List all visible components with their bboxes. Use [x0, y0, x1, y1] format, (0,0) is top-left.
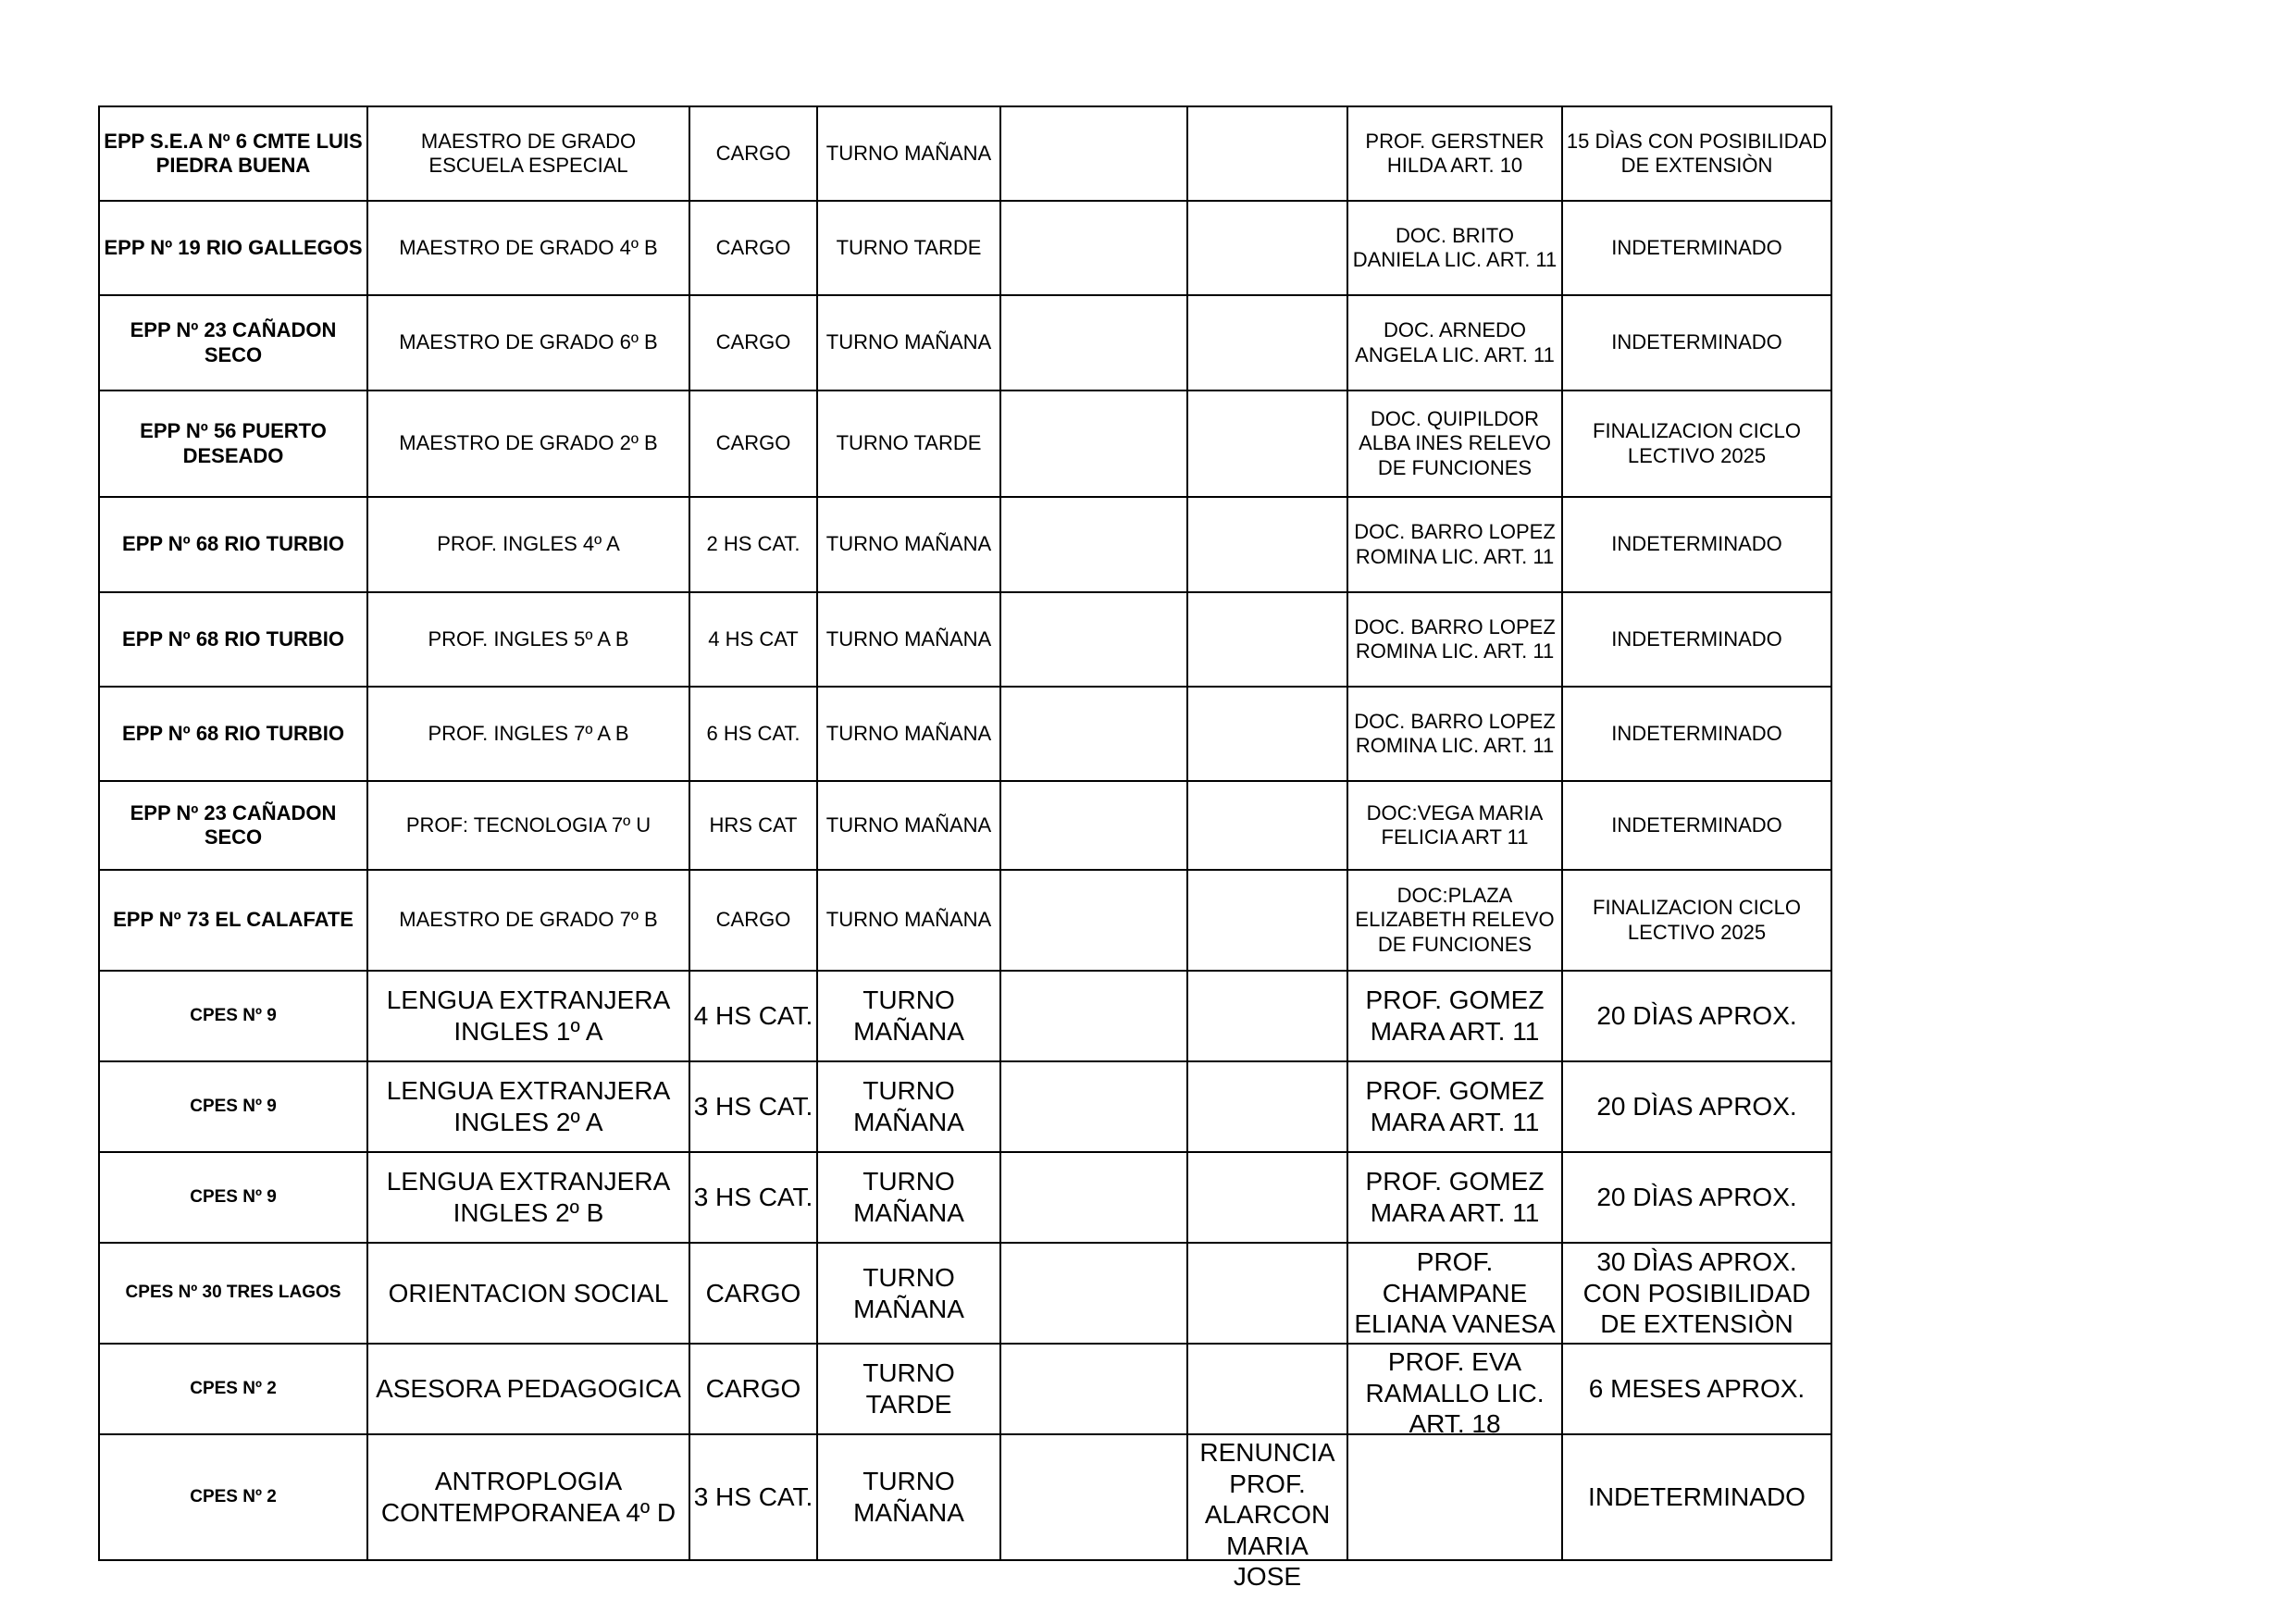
school-cell [99, 201, 367, 295]
school-cell-text: EPP Nº 68 RIO TURBIO [122, 721, 344, 745]
table-row [99, 497, 1831, 592]
school-cell-text: CPES Nº 9 [190, 1186, 277, 1207]
holder-cell-text: DOC. BRITO DANIELA LIC. ART. 11 [1352, 223, 1558, 271]
school-cell [99, 295, 367, 391]
type-cell-text: CARGO [705, 1374, 801, 1404]
type-cell-text: 3 HS CAT. [693, 1183, 813, 1212]
type-cell [689, 497, 817, 592]
type-cell-text: CARGO [715, 908, 791, 932]
school-cell [99, 687, 367, 781]
holder-cell-text: PROF. EVA RAMALLO LIC. ART. 18 [1365, 1347, 1545, 1439]
position-cell-text: MAESTRO DE GRADO ESCUELA ESPECIAL [420, 129, 637, 177]
shift-cell-text: TURNO MAÑANA [825, 812, 992, 837]
schedule-cell [1000, 870, 1187, 971]
notes-cell [1187, 497, 1347, 592]
position-cell-text: ORIENTACION SOCIAL [388, 1278, 669, 1308]
notes-cell [1187, 1152, 1347, 1243]
position-cell-text: LENGUA EXTRANJERA INGLES 2º A [386, 1076, 671, 1136]
position-cell [367, 971, 689, 1061]
table-row [99, 106, 1831, 201]
table-row [99, 201, 1831, 295]
shift-cell-text: TURNO TARDE [836, 431, 982, 455]
duration-cell-text: 20 DÌAS APROX. [1596, 1001, 1797, 1031]
schedule-cell [1000, 497, 1187, 592]
table-row [99, 592, 1831, 687]
schedule-cell [1000, 1152, 1187, 1243]
position-cell [367, 1434, 689, 1560]
shift-cell-text: TURNO MAÑANA [825, 330, 992, 354]
position-cell [367, 1344, 689, 1434]
notes-cell [1187, 781, 1347, 870]
type-cell-text: 6 HS CAT. [706, 721, 800, 745]
holder-cell-text: DOC. ARNEDO ANGELA LIC. ART. 11 [1355, 318, 1555, 366]
duration-cell-text: FINALIZACION CICLO LECTIVO 2025 [1593, 419, 1801, 467]
type-cell [689, 1434, 817, 1560]
type-cell [689, 295, 817, 391]
type-cell-text: CARGO [715, 235, 791, 259]
type-cell [689, 781, 817, 870]
holder-cell-text: PROF. GERSTNER HILDA ART. 10 [1365, 129, 1545, 177]
duration-cell [1562, 781, 1831, 870]
type-cell-text: CARGO [705, 1278, 801, 1308]
position-cell-text: LENGUA EXTRANJERA INGLES 2º B [386, 1167, 671, 1227]
holder-cell-text: DOC:VEGA MARIA FELICIA ART 11 [1366, 800, 1544, 849]
table-row [99, 1434, 1831, 1560]
holder-cell-text: PROF. GOMEZ MARA ART. 11 [1365, 1167, 1545, 1227]
type-cell [689, 687, 817, 781]
schedule-cell [1000, 781, 1187, 870]
position-cell [367, 106, 689, 201]
shift-cell [817, 391, 1000, 497]
schedule-cell [1000, 106, 1187, 201]
holder-cell [1347, 391, 1562, 497]
duration-cell [1562, 870, 1831, 971]
shift-cell [817, 1152, 1000, 1243]
school-cell [99, 1344, 367, 1434]
type-cell-text: 4 HS CAT. [693, 1001, 813, 1031]
school-cell [99, 106, 367, 201]
duration-cell-text: INDETERMINADO [1588, 1482, 1806, 1512]
position-cell [367, 497, 689, 592]
type-cell-text: CARGO [715, 141, 791, 165]
holder-cell-text: DOC. BARRO LOPEZ ROMINA LIC. ART. 11 [1354, 709, 1556, 757]
shift-cell-text: TURNO MAÑANA [853, 1167, 964, 1227]
school-cell-text: CPES Nº 9 [190, 1096, 277, 1116]
holder-cell [1347, 201, 1562, 295]
duration-cell-text: INDETERMINADO [1611, 532, 1782, 556]
shift-cell-text: TURNO TARDE [836, 235, 982, 259]
vacancies-table [98, 105, 1832, 1592]
table-body [99, 106, 1831, 1592]
notes-cell [1187, 870, 1347, 971]
schedule-cell [1000, 1434, 1187, 1560]
shift-cell-text: TURNO MAÑANA [825, 721, 992, 745]
holder-cell [1347, 1243, 1562, 1344]
notes-cell-text: RENUNCIA PROF. ALARCON MARIA JOSE [1199, 1438, 1335, 1592]
position-cell-text: MAESTRO DE GRADO 2º B [399, 431, 658, 455]
position-cell [367, 781, 689, 870]
position-cell [367, 870, 689, 971]
school-cell-text: EPP Nº 23 CAÑADON SECO [130, 318, 337, 366]
position-cell-text: LENGUA EXTRANJERA INGLES 1º A [386, 986, 671, 1046]
school-cell [99, 781, 367, 870]
notes-cell [1187, 971, 1347, 1061]
shift-cell [817, 201, 1000, 295]
type-cell-text: 3 HS CAT. [693, 1092, 813, 1122]
table-row [99, 295, 1831, 391]
schedule-cell [1000, 201, 1187, 295]
duration-cell [1562, 1061, 1831, 1152]
type-cell [689, 1344, 817, 1434]
school-cell [99, 592, 367, 687]
holder-cell [1347, 870, 1562, 971]
duration-cell [1562, 497, 1831, 592]
holder-cell [1347, 1344, 1562, 1439]
school-cell [99, 971, 367, 1061]
shift-cell [817, 1243, 1000, 1344]
school-cell-text: CPES Nº 30 TRES LAGOS [125, 1283, 341, 1303]
position-cell [367, 295, 689, 391]
school-cell-text: EPP S.E.A Nº 6 CMTE LUIS PIEDRA BUENA [104, 129, 363, 177]
position-cell [367, 687, 689, 781]
position-cell-text: PROF. INGLES 7º A B [428, 721, 629, 745]
school-cell-text: EPP Nº 73 EL CALAFATE [113, 908, 354, 932]
holder-cell-text: PROF. GOMEZ MARA ART. 11 [1365, 1076, 1545, 1136]
duration-cell [1562, 1152, 1831, 1243]
type-cell [689, 1152, 817, 1243]
school-cell [99, 391, 367, 497]
holder-cell [1347, 497, 1562, 592]
type-cell-text: CARGO [715, 330, 791, 354]
schedule-cell [1000, 971, 1187, 1061]
shift-cell [817, 1344, 1000, 1434]
notes-cell [1187, 592, 1347, 687]
table-row [99, 870, 1831, 971]
position-cell [367, 1243, 689, 1344]
type-cell [689, 592, 817, 687]
position-cell-text: MAESTRO DE GRADO 7º B [399, 908, 658, 932]
school-cell [99, 1434, 367, 1560]
shift-cell [817, 295, 1000, 391]
type-cell [689, 1061, 817, 1152]
position-cell [367, 1152, 689, 1243]
school-cell-text: EPP Nº 56 PUERTO DESEADO [140, 419, 327, 467]
position-cell-text: PROF: TECNOLOGIA 7º U [405, 812, 652, 837]
holder-cell [1347, 295, 1562, 391]
duration-cell-text: INDETERMINADO [1611, 330, 1782, 354]
type-cell [689, 391, 817, 497]
table-row [99, 687, 1831, 781]
holder-cell [1347, 971, 1562, 1061]
table-row [99, 1061, 1831, 1152]
shift-cell [817, 592, 1000, 687]
duration-cell [1562, 106, 1831, 201]
duration-cell [1562, 971, 1831, 1061]
holder-cell [1347, 687, 1562, 781]
duration-cell [1562, 201, 1831, 295]
type-cell-text: 3 HS CAT. [693, 1482, 813, 1512]
shift-cell-text: TURNO MAÑANA [825, 908, 992, 932]
duration-cell [1562, 1344, 1831, 1434]
duration-cell [1562, 1434, 1831, 1560]
table-row [99, 781, 1831, 870]
type-cell-text: HRS CAT [709, 812, 798, 837]
position-cell-text: ANTROPLOGIA CONTEMPORANEA 4º D [380, 1467, 676, 1527]
type-cell [689, 201, 817, 295]
holder-cell-text: PROF. GOMEZ MARA ART. 11 [1365, 986, 1545, 1046]
notes-cell [1187, 106, 1347, 201]
position-cell-text: PROF. INGLES 5º A B [428, 626, 629, 651]
holder-cell-text: DOC. QUIPILDOR ALBA INES RELEVO DE FUNCIONES [1359, 406, 1551, 479]
holder-cell [1347, 1434, 1562, 1560]
duration-cell [1562, 592, 1831, 687]
notes-cell [1187, 1061, 1347, 1152]
shift-cell-text: TURNO MAÑANA [853, 1467, 964, 1527]
notes-cell [1187, 295, 1347, 391]
type-cell [689, 971, 817, 1061]
shift-cell-text: TURNO MAÑANA [825, 626, 992, 651]
position-cell-text: MAESTRO DE GRADO 4º B [399, 235, 658, 259]
position-cell [367, 201, 689, 295]
shift-cell [817, 971, 1000, 1061]
duration-cell-text: FINALIZACION CICLO LECTIVO 2025 [1593, 896, 1801, 944]
schedule-cell [1000, 1243, 1187, 1344]
notes-cell [1187, 1344, 1347, 1434]
duration-cell-text: 30 DÌAS APROX. CON POSIBILIDAD DE EXTENSIÒN [1582, 1247, 1811, 1339]
holder-cell-text: DOC. BARRO LOPEZ ROMINA LIC. ART. 11 [1354, 614, 1556, 663]
school-cell-text: CPES Nº 9 [190, 1005, 277, 1025]
shift-cell-text: TURNO MAÑANA [853, 1262, 964, 1323]
shift-cell-text: TURNO TARDE [863, 1358, 955, 1419]
holder-cell-text: DOC:PLAZA ELIZABETH RELEVO DE FUNCIONES [1355, 883, 1555, 956]
duration-cell [1562, 1243, 1831, 1344]
position-cell [367, 1061, 689, 1152]
school-cell-text: EPP Nº 19 RIO GALLEGOS [104, 235, 363, 259]
duration-cell-text: INDETERMINADO [1611, 721, 1782, 745]
table-row [99, 391, 1831, 497]
notes-cell [1187, 201, 1347, 295]
duration-cell [1562, 295, 1831, 391]
school-cell [99, 497, 367, 592]
type-cell-text: 4 HS CAT [708, 626, 799, 651]
position-cell-text: MAESTRO DE GRADO 6º B [399, 330, 658, 354]
schedule-cell [1000, 295, 1187, 391]
schedule-cell [1000, 1344, 1187, 1434]
shift-cell-text: TURNO MAÑANA [853, 1076, 964, 1136]
duration-cell-text: 20 DÌAS APROX. [1596, 1092, 1797, 1122]
school-cell [99, 1243, 367, 1344]
holder-cell-text: PROF. CHAMPANE ELIANA VANESA [1354, 1247, 1556, 1339]
shift-cell [817, 1434, 1000, 1560]
holder-cell [1347, 106, 1562, 201]
duration-cell-text: 15 DÌAS CON POSIBILIDAD DE EXTENSIÒN [1566, 129, 1828, 177]
shift-cell-text: TURNO MAÑANA [825, 141, 992, 165]
shift-cell [817, 106, 1000, 201]
school-cell-text: EPP Nº 68 RIO TURBIO [122, 532, 344, 556]
duration-cell-text: INDETERMINADO [1611, 812, 1782, 837]
notes-cell [1187, 1243, 1347, 1344]
school-cell [99, 870, 367, 971]
school-cell-text: CPES Nº 2 [190, 1378, 277, 1398]
holder-cell [1347, 1152, 1562, 1243]
position-cell [367, 391, 689, 497]
schedule-cell [1000, 391, 1187, 497]
holder-cell [1347, 592, 1562, 687]
schedule-cell [1000, 687, 1187, 781]
shift-cell [817, 687, 1000, 781]
table-row [99, 1344, 1831, 1434]
notes-cell [1187, 1434, 1347, 1592]
shift-cell [817, 1061, 1000, 1152]
holder-cell [1347, 781, 1562, 870]
duration-cell-text: 20 DÌAS APROX. [1596, 1183, 1797, 1212]
table-row [99, 1152, 1831, 1243]
type-cell-text: CARGO [715, 431, 791, 455]
notes-cell [1187, 687, 1347, 781]
type-cell [689, 870, 817, 971]
duration-cell [1562, 687, 1831, 781]
shift-cell [817, 870, 1000, 971]
shift-cell [817, 781, 1000, 870]
shift-cell [817, 497, 1000, 592]
duration-cell-text: 6 MESES APROX. [1588, 1374, 1806, 1404]
schedule-cell [1000, 592, 1187, 687]
type-cell-text: 2 HS CAT. [706, 532, 800, 556]
holder-cell-text: DOC. BARRO LOPEZ ROMINA LIC. ART. 11 [1354, 520, 1556, 568]
school-cell [99, 1152, 367, 1243]
table-row [99, 1243, 1831, 1344]
holder-cell [1347, 1061, 1562, 1152]
school-cell-text: EPP Nº 23 CAÑADON SECO [130, 800, 337, 849]
duration-cell-text: INDETERMINADO [1611, 626, 1782, 651]
shift-cell-text: TURNO MAÑANA [853, 986, 964, 1046]
school-cell-text: CPES Nº 2 [190, 1486, 277, 1506]
position-cell-text: ASESORA PEDAGOGICA [376, 1374, 681, 1404]
position-cell [367, 592, 689, 687]
duration-cell [1562, 391, 1831, 497]
notes-cell [1187, 391, 1347, 497]
table-row [99, 971, 1831, 1061]
type-cell [689, 106, 817, 201]
school-cell-text: EPP Nº 68 RIO TURBIO [122, 626, 344, 651]
type-cell [689, 1243, 817, 1344]
schedule-cell [1000, 1061, 1187, 1152]
school-cell [99, 1061, 367, 1152]
shift-cell-text: TURNO MAÑANA [825, 532, 992, 556]
duration-cell-text: INDETERMINADO [1611, 235, 1782, 259]
position-cell-text: PROF. INGLES 4º A [437, 532, 620, 556]
